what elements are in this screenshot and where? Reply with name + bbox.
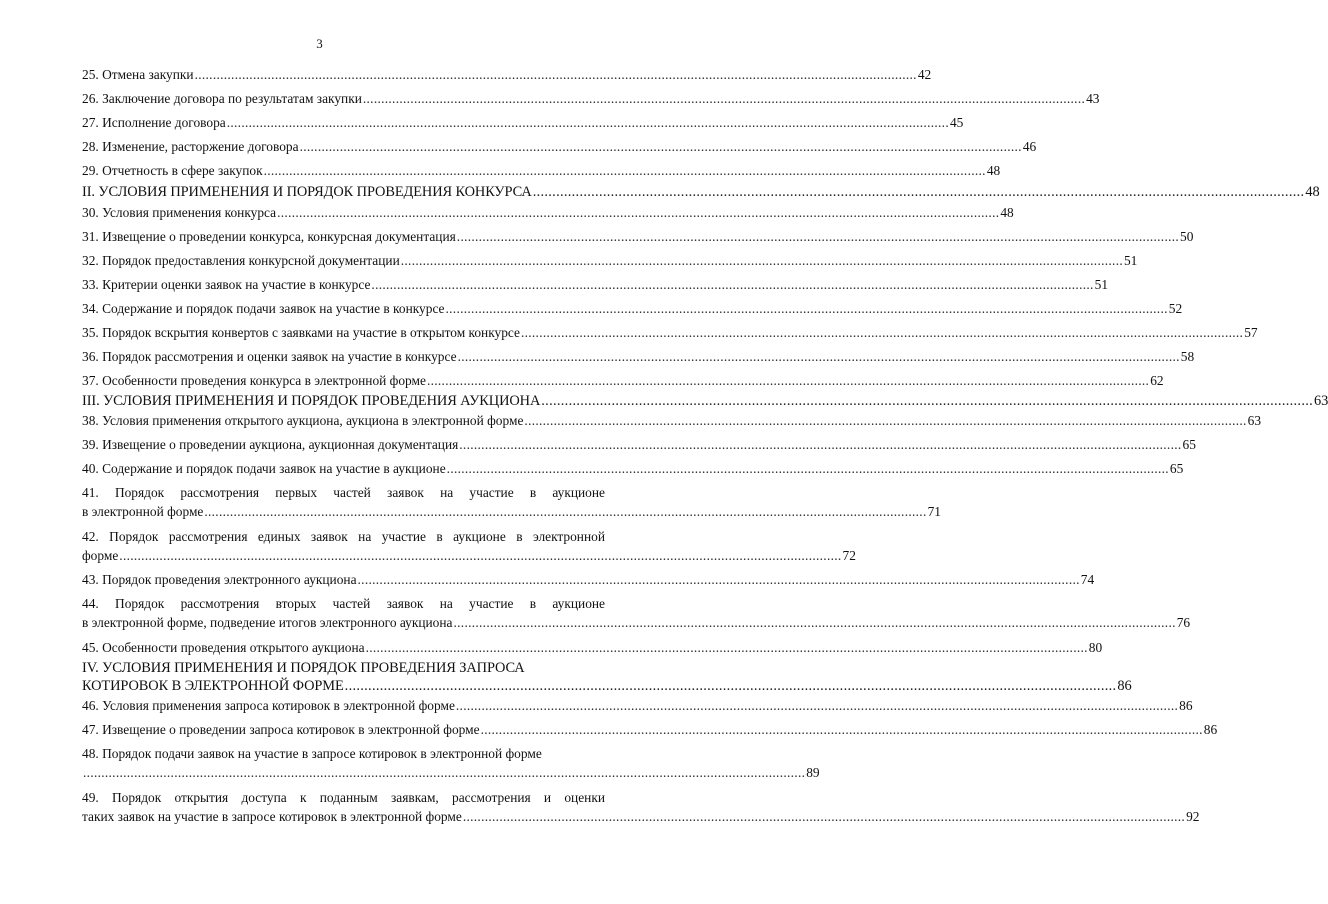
dot-leader xyxy=(227,114,949,131)
toc-entry-page: 62 xyxy=(1150,373,1164,388)
toc-entry-page: 46 xyxy=(1022,139,1037,154)
toc-entry-page: 74 xyxy=(1080,572,1095,587)
toc-entry-27 xyxy=(82,114,964,131)
toc-entry-page: 48 xyxy=(1000,205,1014,220)
toc-entry-44-line1: 44. Порядок рассмотрения вторых частей заявок на участие в аукционе xyxy=(82,596,605,611)
toc-entry-page: 86 xyxy=(1179,698,1193,713)
toc-entry-38 xyxy=(82,412,1262,429)
toc-entry-41-line1: 41. Порядок рассмотрения первых частей заявок на участие в аукционе xyxy=(82,485,605,500)
toc-entry-47 xyxy=(82,721,1218,738)
toc-entry-page: 92 xyxy=(1186,809,1200,824)
toc-entry-title: 36. Порядок рассмотрения и оценки заявок на участие в конкурсе xyxy=(82,349,457,364)
dot-leader xyxy=(401,252,1123,269)
toc-section-4-line2 xyxy=(82,678,1132,695)
toc-entry-42-line1: 42. Порядок рассмотрения единых заявок на участие в аукционе в электронной xyxy=(82,529,605,544)
toc-entry-title: 43. Порядок проведения электронного аукциона xyxy=(82,572,357,587)
toc-entry-page: 89 xyxy=(806,765,820,780)
dot-leader xyxy=(300,138,1022,155)
toc-entry-36 xyxy=(82,348,1195,365)
toc-entry-title: 32. Порядок предоставления конкурсной документации xyxy=(82,253,400,268)
toc-section-3 xyxy=(82,393,1328,410)
toc-entry-page: 45 xyxy=(949,115,964,130)
dot-leader xyxy=(458,348,1180,365)
dot-leader xyxy=(463,808,1185,825)
toc-entry-title: 33. Критерии оценки заявок на участие в конкурсе xyxy=(82,277,371,292)
toc-entry-page: 86 xyxy=(1203,722,1218,737)
toc-entry-page: 72 xyxy=(842,548,856,563)
toc-section-title: II. УСЛОВИЯ ПРИМЕНЕНИЯ И ПОРЯДОК ПРОВЕДЕНИЯ КОНКУРСА xyxy=(82,184,532,200)
toc-entry-page: 50 xyxy=(1180,229,1194,244)
toc-entry-title: 34. Содержание и порядок подачи заявок на участие в конкурсе xyxy=(82,301,445,316)
toc-entry-page: 48 xyxy=(986,163,1001,178)
dot-leader xyxy=(358,571,1080,588)
toc-entry-41-line2 xyxy=(82,503,941,520)
toc-entry-page: 76 xyxy=(1176,615,1191,630)
dot-leader xyxy=(457,228,1179,245)
dot-leader xyxy=(195,66,917,83)
dot-leader xyxy=(366,639,1088,656)
toc-entry-title: 27. Исполнение договора xyxy=(82,115,226,130)
toc-entry-32 xyxy=(82,252,1138,269)
toc-section-4-line1: IV. УСЛОВИЯ ПРИМЕНЕНИЯ И ПОРЯДОК ПРОВЕДЕНИЯ ЗАПРОСА xyxy=(82,660,525,676)
toc-entry-45 xyxy=(82,639,1103,656)
toc-entry-46 xyxy=(82,697,1193,714)
toc-entry-43 xyxy=(82,571,1095,588)
toc-entry-26 xyxy=(82,90,1100,107)
toc-entry-title: 26. Заключение договора по результатам закупки xyxy=(82,91,362,106)
toc-entry-page: 63 xyxy=(1314,393,1328,409)
toc-entry-page: 48 xyxy=(1305,184,1320,200)
dot-leader xyxy=(446,300,1168,317)
toc-entry-title: 31. Извещение о проведении конкурса, конкурсная документация xyxy=(82,229,456,244)
toc-entry-title: 40. Содержание и порядок подачи заявок на участие в аукционе xyxy=(82,461,446,476)
toc-section-title: КОТИРОВОК В ЭЛЕКТРОННОЙ ФОРМЕ xyxy=(82,678,344,694)
toc-entry-48-line1: 48. Порядок подачи заявок на участие в запросе котировок в электронной форме xyxy=(82,746,542,761)
toc-entry-42-line2 xyxy=(82,547,856,564)
dot-leader xyxy=(119,547,841,564)
toc-entry-title: 30. Условия применения конкурса xyxy=(82,205,277,220)
toc-entry-39 xyxy=(82,436,1196,453)
dot-leader xyxy=(533,184,1305,201)
toc-entry-page: 65 xyxy=(1182,437,1196,452)
toc-entry-49-line1: 49. Порядок открытия доступа к поданным заявкам, рассмотрения и оценки xyxy=(82,790,605,805)
dot-leader xyxy=(83,764,805,781)
dot-leader xyxy=(459,436,1181,453)
dot-leader xyxy=(454,614,1176,631)
toc-entry-page: 71 xyxy=(927,504,941,519)
toc-entry-page: 52 xyxy=(1168,301,1183,316)
toc-entry-page: 65 xyxy=(1169,461,1184,476)
toc-entry-title: 35. Порядок вскрытия конвертов с заявками на участие в открытом конкурсе xyxy=(82,325,520,340)
toc-entry-title: форме xyxy=(82,548,119,563)
toc-entry-page: 43 xyxy=(1086,91,1100,106)
dot-leader xyxy=(277,204,999,221)
dot-leader xyxy=(204,503,926,520)
toc-entry-page: 51 xyxy=(1123,253,1138,268)
dot-leader xyxy=(541,393,1313,410)
toc-entry-title: 46. Условия применения запроса котировок в электронной форме xyxy=(82,698,455,713)
toc-entry-49-line2 xyxy=(82,808,1200,825)
toc-entry-title: 25. Отмена закупки xyxy=(82,67,194,82)
toc-entry-title: 28. Изменение, расторжение договора xyxy=(82,139,299,154)
toc-entry-30 xyxy=(82,204,1014,221)
toc-entry-44-line2 xyxy=(82,614,1191,631)
toc-entry-40 xyxy=(82,460,1184,477)
toc-entry-title: таких заявок на участие в запросе котировок в электронной форме xyxy=(82,809,462,824)
toc-entry-title: 37. Особенности проведения конкурса в электронной форме xyxy=(82,373,426,388)
toc-entry-29 xyxy=(82,162,1001,179)
toc-entry-page: 63 xyxy=(1247,413,1262,428)
toc-entry-page: 86 xyxy=(1117,678,1132,694)
toc-entry-31 xyxy=(82,228,1194,245)
dot-leader xyxy=(371,276,1093,293)
toc-entry-34 xyxy=(82,300,1183,317)
toc-entry-page: 80 xyxy=(1088,640,1103,655)
dot-leader xyxy=(456,697,1178,714)
toc-entry-title: 45. Особенности проведения открытого аукциона xyxy=(82,640,365,655)
toc-entry-title: 47. Извещение о проведении запроса котировок в электронной форме xyxy=(82,722,480,737)
toc-entry-page: 57 xyxy=(1244,325,1258,340)
toc-entry-page: 51 xyxy=(1094,277,1109,292)
toc-entry-page: 42 xyxy=(917,67,932,82)
toc-entry-title: 38. Условия применения открытого аукциона, аукциона в электронной форме xyxy=(82,413,524,428)
toc-entry-title: 29. Отчетность в сфере закупок xyxy=(82,163,263,178)
toc-entry-page: 58 xyxy=(1180,349,1195,364)
toc-entry-title: в электронной форме, подведение итогов электронного аукциона xyxy=(82,615,453,630)
toc-entry-25 xyxy=(82,66,932,83)
toc-entry-28 xyxy=(82,138,1037,155)
dot-leader xyxy=(524,412,1246,429)
dot-leader xyxy=(447,460,1169,477)
toc-entry-33 xyxy=(82,276,1109,293)
toc-section-title: III. УСЛОВИЯ ПРИМЕНЕНИЯ И ПОРЯДОК ПРОВЕДЕНИЯ АУКЦИОНА xyxy=(82,393,541,409)
dot-leader xyxy=(427,372,1149,389)
dot-leader xyxy=(345,678,1117,695)
toc-entry-48-line2 xyxy=(82,764,820,781)
dot-leader xyxy=(363,90,1085,107)
toc-entry-37 xyxy=(82,372,1164,389)
toc-section-2 xyxy=(82,184,1320,201)
dot-leader xyxy=(264,162,986,179)
toc-entry-title: в электронной форме xyxy=(82,504,204,519)
toc-entry-35 xyxy=(82,324,1258,341)
page-number: 3 xyxy=(316,36,323,51)
toc-entry-title: 39. Извещение о проведении аукциона, аукционная документация xyxy=(82,437,459,452)
dot-leader xyxy=(481,721,1203,738)
dot-leader xyxy=(521,324,1243,341)
